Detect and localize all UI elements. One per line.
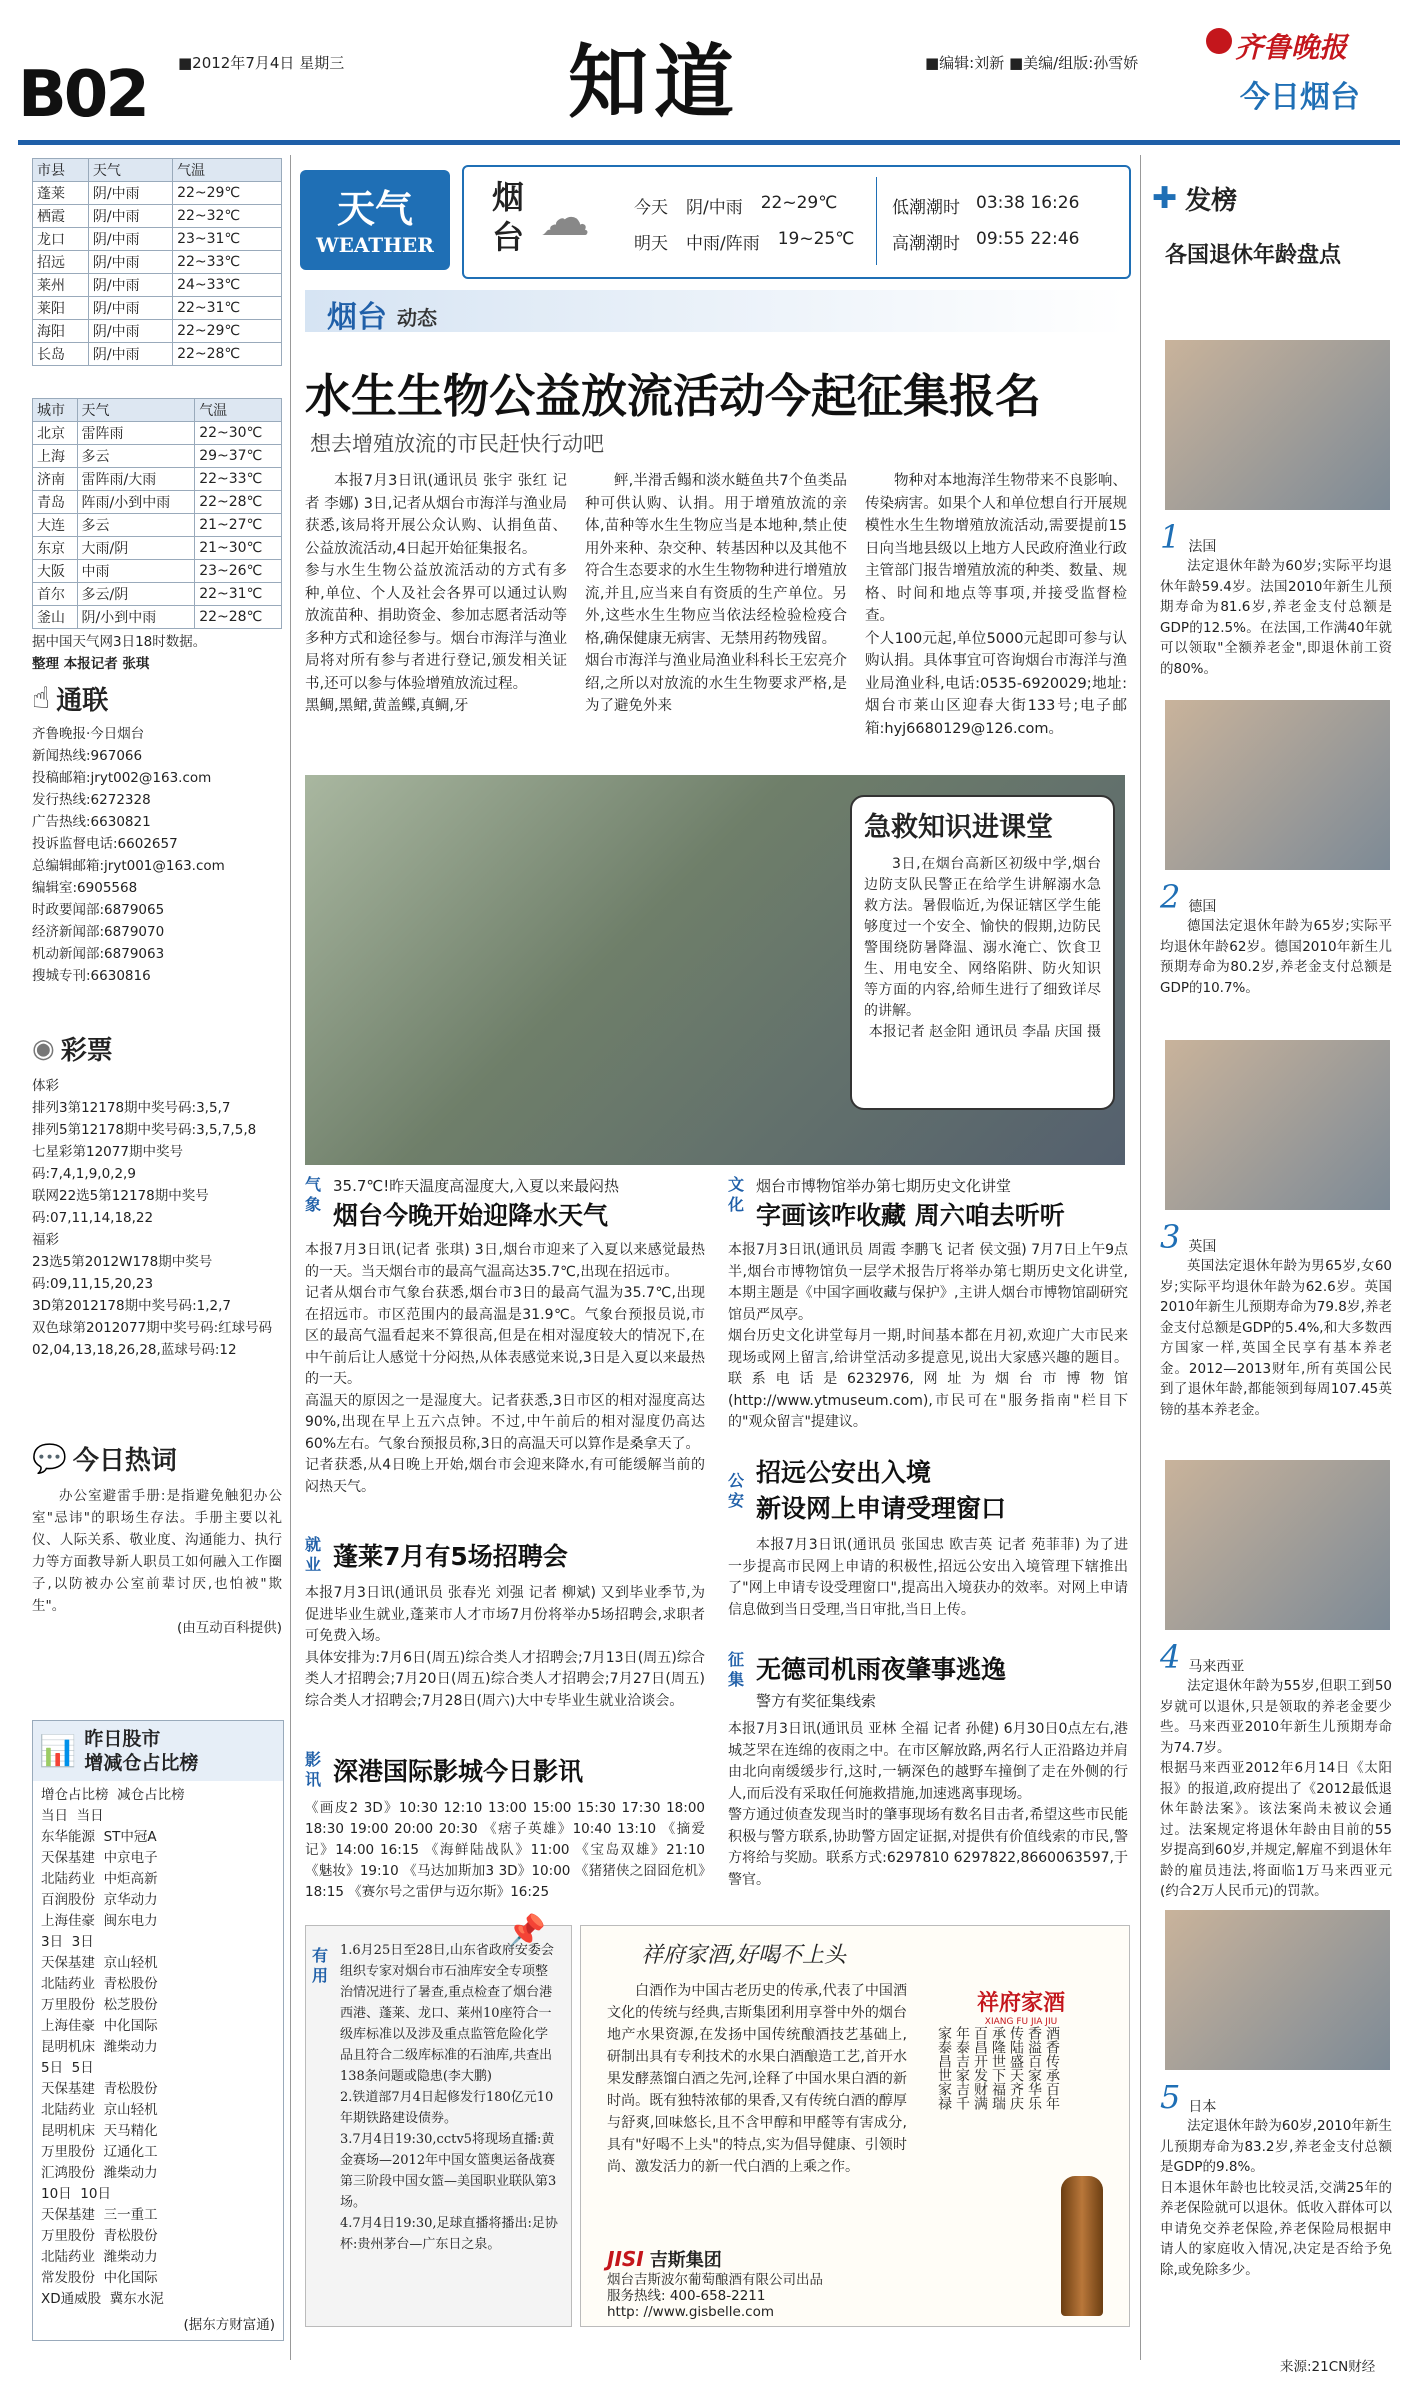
county-weather-cell: 23~31℃ — [173, 228, 282, 251]
hand-pointer-icon: ☝ — [32, 681, 51, 716]
county-weather-cell: 长岛 — [33, 343, 89, 366]
city-weather-header-cell: 气温 — [195, 399, 282, 422]
city-weather-row — [33, 560, 282, 583]
article-police — [728, 1455, 1128, 1621]
contact-line: 发行热线:6272328 — [32, 792, 151, 808]
stocks-box — [32, 1720, 284, 2341]
city-weather — [32, 398, 282, 675]
edition-name: 今日烟台 — [1240, 80, 1360, 115]
stocks-title: 昨日股市 增减仓占比榜 — [84, 1728, 199, 1774]
item-text: 法定退休年龄为60岁,2010年新生儿预期寿命为83.2岁,养老金支付总额是GDP的9.8%。 日本退休年龄也比较灵活,交满25年的养老保险就可以退休。低收入群体可以申请免交养老保险,养老保险局根据申请人的家庭收入情况,决定是否给予免除,或免除多少。 — [1160, 2118, 1392, 2278]
item-number: 5 — [1160, 2078, 1181, 2116]
ad-brand-cn: 吉斯集团 — [649, 2250, 722, 2271]
city-weather-row — [33, 491, 282, 514]
article-witness-title: 无德司机雨夜肇事逃逸 — [756, 1655, 1007, 1684]
lead-col-1: 本报7月3日讯(通讯员 张宇 张红 记者 李娜) 3日,记者从烟台市海洋与渔业局获悉,该局将开展公众认购、认捐鱼苗、公益放流活动,4日起开始征集报名。 参与水生生物公益放流活动的方式有多种,单位、个人及社会各界可以通过认购放流苗种、捐助资金、参加志愿者活动等多种方式和途径参与。烟台市海洋与渔业局将对所有参与者进行登记,颁发相关证书,还可以参与体验增殖放流过程。 黑鲷,黑鲪,黄盖鲽,真鲷,牙 — [305, 473, 567, 714]
city-weather-cell: 22~31℃ — [195, 583, 282, 606]
puzzle-icon: ✚ — [1152, 181, 1178, 216]
stocks-credit: (据东方财富通) — [183, 2317, 275, 2333]
hotword-text: 办公室避雷手册:是指避免触犯办公室"忌讳"的职场生存法。手册主要以礼仪、人际关系、敬业度、沟通能力、执行力等方面教导新人职员工如何融入工作圈子,以防被办公室前辈讨厌,也怕被"欺生"。 — [32, 1488, 282, 1614]
hotword-credit: (由互动百科提供) — [176, 1620, 282, 1636]
section-banner-main: 烟台 — [327, 300, 387, 335]
county-weather-cell: 24~33℃ — [173, 274, 282, 297]
weather-today — [634, 193, 837, 218]
county-weather-header-cell: 气温 — [173, 159, 282, 182]
city-weather-cell: 22~28℃ — [195, 491, 282, 514]
contact-line: 新闻热线:967066 — [32, 748, 143, 764]
article-weather-title: 烟台今晚开始迎降水天气 — [333, 1201, 609, 1230]
city-weather-cell: 21~30℃ — [195, 537, 282, 560]
retiree-photo — [1165, 1460, 1390, 1630]
newspaper-logo: 齐鲁晚报 — [1235, 31, 1348, 64]
stocks-list: 增仓占比榜 减仓占比榜 当日 当日 东华能源 ST中冠A 天保基建 中京电子 北陆药业 中炬高新 百润股份 京华动力 上海佳豪 闽东电力 3日 3日 天保基建 京山轻机 北陆药业 青松股份 万里股份 松芝股份 上海佳豪 中化国际 昆明机床 潍柴动力 5日 5日 天保基建 青松股份 北陆药业 京山轻机 昆明机床 天马精化 万里股份 辽通化工 汇鸿股份 潍柴动力 10日 10日 天保基建 三一重工 万里股份 青松股份 北陆药业 潍柴动力 常发股份 中化国际 XD通威股 冀东水泥 — [41, 1787, 185, 2307]
high-tide-label: 高潮潮时 — [892, 234, 960, 254]
county-weather-row — [33, 228, 282, 251]
city-weather-cell: 青岛 — [33, 491, 78, 514]
county-weather-row — [33, 274, 282, 297]
city-weather-cell: 阵雨/小到中雨 — [77, 491, 195, 514]
ad-bottle-label-en: XIANG FU JIA JIU — [984, 2017, 1058, 2027]
article-weather-kicker: 35.7℃!昨天温度高湿度大,入夏以来最闷热 — [333, 1177, 620, 1195]
lead-col-3: 物种对本地海洋生物带来不良影响、传染病害。如果个人和单位想自行开展规模性水生生物增殖放流活动,需要提前15日向当地县级以上地方人民政府渔业行政主管部门报告增殖放流的种类、数量、规格、时间和地点等事项,并接受监督检查。 个人100元起,单位5000元起即可参与认购认捐。具体事宜可咨询烟台市海洋与渔业局渔业科,电话:0535-6920029;地址:烟台市莱山区迎春大街133号;电子邮箱:hyj6680129@126.com。 — [865, 473, 1127, 737]
city-weather-cell: 大雨/阴 — [77, 537, 195, 560]
editor-credit: ■编辑:刘新 ■美编/组版:孙雪娇 — [925, 54, 1139, 72]
item-number: 1 — [1160, 518, 1181, 556]
article-jobs — [305, 1535, 705, 1712]
item-country: 法国 — [1188, 539, 1217, 555]
county-weather-header-cell: 天气 — [88, 159, 172, 182]
tomorrow-weather: 中雨/阵雨 — [686, 234, 760, 254]
item-number: 4 — [1160, 1638, 1181, 1676]
city-weather-cell: 北京 — [33, 422, 78, 445]
lottery-balls-icon: ◉ — [32, 1033, 55, 1064]
retirement-item — [1160, 1638, 1392, 1902]
lead-headline: 水生生物公益放流活动今起征集报名 — [305, 369, 1041, 423]
speech-bubble-icon: 💬 — [32, 1442, 67, 1475]
article-police-body: 本报7月3日讯(通讯员 张国忠 欧吉英 记者 苑菲菲) 为了进一步提高市民网上申请的积极性,招远公安出入境管理下辖推出了"网上申请专设受理窗口",提高出入境获办的效率。对网上申请信息做到当日受理,当日审批,当日上传。 — [728, 1537, 1128, 1618]
weather-label-en: WEATHER — [316, 233, 434, 257]
contact-line: 投稿邮箱:jryt002@163.com — [32, 770, 212, 786]
county-weather-cell: 22~29℃ — [173, 320, 282, 343]
article-witness-sub: 警方有奖征集线索 — [756, 1692, 877, 1710]
retirement-item — [1160, 2078, 1392, 2280]
county-weather-table — [32, 158, 282, 366]
photo-caption-credit: 本报记者 赵金阳 通讯员 李晶 庆国 摄 — [868, 1024, 1101, 1040]
item-text: 德国法定退休年龄为65岁;实际平均退休年龄62岁。德国2010年新生儿预期寿命为80.2岁,养老金支付总额是GDP的10.7%。 — [1160, 918, 1392, 996]
article-police-tag: 公安 — [728, 1471, 745, 1510]
useful-info-box — [305, 1912, 572, 2327]
item-number: 2 — [1160, 878, 1181, 916]
weather-forecast-box — [462, 165, 1131, 279]
photo-caption-title: 急救知识进课堂 — [864, 812, 1053, 843]
county-weather-cell: 22~32℃ — [173, 205, 282, 228]
county-weather-cell: 阴/中雨 — [88, 251, 172, 274]
weather-city: 烟台 — [492, 178, 525, 256]
today-label: 今天 — [634, 198, 668, 218]
county-weather-cell: 莱州 — [33, 274, 89, 297]
useful-text: 1.6月25日至28日,山东省政府安委会组织专家对烟台市石油库安全专项整治情况进行了暑查,重点检查了烟台港西港、蓬莱、龙口、莱州10座符合一级库标准以及涉及重点监管危险化学品且符合二级库标准的石油库,共查出138条问题或隐患(李大鹏) 2.铁道部7月4日起修发行180亿元10年期铁路建设债券。 3.7月4日19:30,cctv5将现场直播:黄金赛场—2012年中国女篮奥运备战赛第三阶段中国女篮—美国职业联队第3场。 4.7月4日19:30,足球直播将播出:足协杯:贵州茅台—广东日之泉。 — [340, 1943, 558, 2252]
weather-credit: 整理 本报记者 张琪 — [32, 656, 150, 672]
county-weather-cell: 阴/中雨 — [88, 297, 172, 320]
low-tide-label: 低潮潮时 — [892, 198, 960, 218]
section-banner-sub: 动态 — [397, 306, 437, 330]
city-weather-cell: 22~28℃ — [195, 606, 282, 629]
right-source: 来源:21CN财经 — [1280, 2359, 1376, 2375]
lead-col-2: 鲆,半滑舌鳎和淡水鲢鱼共7个鱼类品种可供认购、认捐。用于增殖放流的亲体,苗种等水生生物应当是本地种,禁止使用外来种、杂交种、转基因种以及其他不符合生态要求的水生生物物种进行增殖放流,并且,应当来自有资质的生产单位。另外,这些水生生物应当依法经检验检疫合格,确保健康无病害、无禁用药物残留。 烟台市海洋与渔业局渔业科科长王宏亮介绍,之所以对放流的水生生物要求严格,是为了避免外来 — [585, 473, 847, 714]
retirement-item — [1160, 518, 1392, 679]
city-weather-cell: 阴/小到中雨 — [77, 606, 195, 629]
ad-bottle-label: 祥府家酒 — [976, 1991, 1065, 2016]
article-culture-body: 本报7月3日讯(通讯员 周霞 李鹏飞 记者 侯文强) 7月7日上午9点半,烟台市博物馆负一层学术报告厅将举办第七期历史文化讲堂,本期主题是《中国字画收藏与保护》,主讲人烟台市博物馆副研究馆员严凤亭。 烟台历史文化讲堂每月一期,时间基本都在月初,欢迎广大市民来现场或网上留言,给讲堂活动多提意见,说出大家感兴趣的题目。联系电话是6232976,网址为烟台市博物馆(http://www.ytmuseum.com),市民可在"服务指南"栏目下的"观众留言"提建议。 — [728, 1242, 1128, 1430]
lottery-title: 彩票 — [60, 1036, 113, 1066]
city-weather-cell: 22~30℃ — [195, 422, 282, 445]
county-weather-cell: 22~28℃ — [173, 343, 282, 366]
item-text: 法定退休年龄为55岁,但职工到50岁就可以退休,只是领取的养老金要少些。马来西亚2010年新生儿预期寿命为74.7岁。 根据马来西亚2012年6月14日《太阳报》的报道,政府提出了《2012最低退休年龄法案》。该法案尚未被议会通过。法案规定将退休年龄由目前的55岁提高到60岁,并规定,解雇不到退休年龄的雇员违法,将面临1万马来西亚元(约合2万人民币元)的罚款。 — [1160, 1678, 1392, 1899]
county-weather-cell: 阴/中雨 — [88, 228, 172, 251]
right-section-head — [1152, 180, 1237, 217]
contact-line: 搜城专刊:6630816 — [32, 968, 151, 984]
county-weather-cell: 蓬莱 — [33, 182, 89, 205]
city-weather-cell: 多云 — [77, 514, 195, 537]
city-weather-cell: 中雨 — [77, 560, 195, 583]
article-witness-tag: 征集 — [728, 1650, 745, 1689]
contact-line: 总编辑邮箱:jryt001@163.com — [32, 858, 225, 874]
contact-line: 机动新闻部:6879063 — [32, 946, 165, 962]
article-jobs-title: 蓬莱7月有5场招聘会 — [333, 1542, 568, 1571]
county-weather-cell: 阴/中雨 — [88, 205, 172, 228]
ad-brand-en: JISI — [607, 2247, 644, 2271]
county-weather-cell: 22~31℃ — [173, 297, 282, 320]
article-culture-title: 字画该咋收藏 周六咱去听听 — [756, 1201, 1065, 1230]
article-film — [305, 1750, 705, 1903]
county-weather-row — [33, 182, 282, 205]
weather-source: 据中国天气网3日18时数据。 — [32, 634, 207, 650]
city-weather-cell: 釜山 — [33, 606, 78, 629]
logo-icon — [1206, 28, 1232, 54]
county-weather-row — [33, 297, 282, 320]
item-country: 日本 — [1188, 2099, 1217, 2115]
city-weather-cell: 上海 — [33, 445, 78, 468]
county-weather-cell: 22~33℃ — [173, 251, 282, 274]
wine-advertisement — [580, 1925, 1130, 2327]
county-weather-row — [33, 343, 282, 366]
header-rule — [18, 140, 1400, 145]
city-weather-cell: 济南 — [33, 468, 78, 491]
city-weather-cell: 多云/阴 — [77, 583, 195, 606]
city-weather-cell: 大连 — [33, 514, 78, 537]
hotword-title: 今日热词 — [72, 1446, 177, 1476]
city-weather-cell: 多云 — [77, 445, 195, 468]
item-text: 英国法定退休年龄为男65岁,女60岁;实际平均退休年龄为62.6岁。英国2010年新生儿预期寿命为79.8岁,养老金支付总额是GDP的5.4%,和大多数西方国家一样,英国全民享有基本养老金。2012—2013财年,所有英国公民到了退休年龄,都能领到每周107.45英镑的基本养老金。 — [1160, 1258, 1392, 1418]
column-divider — [1140, 155, 1141, 2360]
retiree-photo — [1165, 700, 1390, 870]
weather-tomorrow — [634, 229, 854, 254]
county-weather-row — [33, 251, 282, 274]
contact-line: 投诉监督电话:6602657 — [32, 836, 178, 852]
city-weather-row — [33, 606, 282, 629]
article-film-body: 《画皮2 3D》10:30 12:10 13:00 15:00 15:30 17:30 18:00 18:30 19:00 20:00 20:30 《痞子英雄》10:40 13:10 《摘爱记》14:00 16:15 《海鲜陆战队》11:00 《宝岛双雄》21:10 《魅妆》19:10 《马达加斯加3 3D》10:00 《猪猪侠之囧囧危机》18:15 《赛尔号之雷伊与迈尔斯》16:25 — [305, 1800, 705, 1900]
right-feature-title: 各国退休年龄盘点 — [1165, 243, 1342, 268]
retiree-photo — [1165, 1040, 1390, 1210]
city-weather-cell: 东京 — [33, 537, 78, 560]
article-jobs-body: 本报7月3日讯(通讯员 张春光 刘强 记者 柳斌) 又到毕业季节,为促进毕业生就业,蓬莱市人才市场7月份将举办5场招聘会,求职者可免费入场。 具体安排为:7月6日(周五)综合类人才招聘会;7月13日(周五)综合类人才招聘会;7月20日(周五)综合类人才招聘会;7月27日(周五)综合类人才招聘会;7月28日(周六)大中专毕业生就业洽谈会。 — [305, 1585, 705, 1709]
contact-line: 广告热线:6630821 — [32, 814, 151, 830]
retiree-photo — [1165, 340, 1390, 510]
county-weather-cell: 阴/中雨 — [88, 182, 172, 205]
ad-vertical-text: 酒香传承百年 香溢百家华乐 传陆盛天齐庆 承隆世下福瑞 百昌开发财满 年泰吉家吉千 家泰昌世家禄 — [936, 2026, 1060, 2110]
county-weather-cell: 莱阳 — [33, 297, 89, 320]
article-weather-tag: 气象 — [305, 1175, 322, 1214]
ad-phone: 服务热线: 400-658-2211 — [607, 2288, 766, 2304]
retirement-item — [1160, 878, 1392, 998]
weather-label-box — [300, 170, 450, 270]
today-temp: 22~29℃ — [760, 193, 838, 213]
county-weather-cell: 阴/中雨 — [88, 320, 172, 343]
item-country: 马来西亚 — [1188, 1659, 1245, 1675]
city-weather-header-cell: 天气 — [77, 399, 195, 422]
item-country: 英国 — [1188, 1239, 1217, 1255]
county-weather-cell: 栖霞 — [33, 205, 89, 228]
right-section-title: 发榜 — [1185, 186, 1238, 216]
city-weather-row — [33, 583, 282, 606]
contact-line: 编辑室:6905568 — [32, 880, 138, 896]
article-culture-tag: 文化 — [728, 1175, 745, 1214]
page-title: 知道 — [568, 36, 740, 129]
city-weather-row — [33, 537, 282, 560]
article-film-tag: 影讯 — [305, 1750, 322, 1789]
ad-website: http: //www.gisbelle.com — [607, 2304, 774, 2320]
ad-slogan: 祥府家酒,好喝不上头 — [641, 1943, 846, 1968]
photo-caption-box — [850, 795, 1115, 1110]
county-weather-cell: 阴/中雨 — [88, 343, 172, 366]
cloud-rain-icon: ☁ — [540, 189, 590, 247]
column-divider — [290, 155, 291, 2360]
city-weather-cell: 23~26℃ — [195, 560, 282, 583]
article-jobs-tag: 就业 — [305, 1535, 322, 1574]
ad-text: 白酒作为中国古老历史的传承,代表了中国酒文化的传统与经典,吉斯集团利用享誉中外的烟台地产水果资源,在发扬中国传统酿酒技艺基础上,研制出具有专利技术的水果白酒酿造工艺,首开水果发酵蒸馏白酒之先河,诠释了中国水果白酒的新时尚。既有独特浓郁的果香,又有传统白酒的醇厚与舒爽,回味悠长,且不含甲醇和甲醛等有害成分,具有"好喝不上头"的特点,实为倡导健康、引领时尚、激发活力的新一代白酒的上乘之作。 — [607, 1983, 907, 2175]
county-weather-cell: 招远 — [33, 251, 89, 274]
tomorrow-temp: 19~25℃ — [777, 229, 855, 249]
issue-date: ■2012年7月4日 星期三 — [178, 54, 345, 72]
city-weather-row — [33, 468, 282, 491]
city-weather-cell: 大阪 — [33, 560, 78, 583]
pushpin-icon: 📌 — [506, 1912, 546, 1950]
high-tide-times: 09:55 22:46 — [976, 229, 1080, 249]
article-weather — [305, 1175, 705, 1498]
lottery-box — [32, 1030, 282, 1361]
city-weather-row — [33, 514, 282, 537]
item-text: 法定退休年龄为60岁;实际平均退休年龄59.4岁。法国2010年新生儿预期寿命为81.6岁,养老金支付总额是GDP的12.5%。在法国,工作满40年就可以领取"全额养老金",即退休前工资的80%。 — [1160, 558, 1392, 677]
wine-bottle-image — [1061, 2176, 1103, 2316]
article-culture — [728, 1175, 1128, 1434]
lead-subtitle: 想去增殖放流的市民赶快行动吧 — [310, 432, 604, 456]
item-number: 3 — [1160, 1218, 1181, 1256]
article-weather-body: 本报7月3日讯(记者 张琪) 3日,烟台市迎来了入夏以来感觉最热的一天。当天烟台市的最高气温高达35.7℃,出现在招远市。 记者从烟台市气象台获悉,烟台市3日的最高气温为35.7℃,出现在招远市。市区范围内的最高温是31.9℃。气象台预报员说,市区的最高气温看起来不算很高,但是在相对湿度较大的情况下,在中午前后让人感觉十分闷热,从体表感觉来说,3日是入夏以来最热的一天。 高温天的原因之一是湿度大。记者获悉,3日市区的相对湿度高达90%,出现在早上五六点钟。不过,中午前后的相对湿度仍高达60%左右。气象台预报员称,3日的高温天可以算作是桑拿天了。 记者获悉,从4日晚上开始,烟台市会迎来降水,有可能缓解当前的闷热天气。 — [305, 1242, 705, 1495]
county-weather-header-row — [33, 159, 282, 182]
high-tide — [892, 229, 1079, 254]
county-weather — [32, 158, 282, 366]
contacts-box — [32, 680, 282, 987]
useful-tag: 有用 — [312, 1946, 329, 1985]
weather-label: 天气 — [336, 186, 413, 231]
city-weather-header-row — [33, 399, 282, 422]
stock-chart-icon: 📊 — [39, 1733, 77, 1769]
page-number: B02 — [18, 58, 147, 132]
contact-line: 经济新闻部:6879070 — [32, 924, 165, 940]
hotword-box — [32, 1440, 282, 1639]
photo-caption-text: 3日,在烟台高新区初级中学,烟台边防支队民警正在给学生讲解溺水急救方法。暑假临近,为保证辖区学生能够度过一个安全、愉快的假期,边防民警围绕防暑降温、溺水淹亡、饮食卫生、用电安全、网络陷阱、防火知识等方面的内容,给师生进行了细致详尽的讲解。 — [864, 856, 1101, 1019]
city-weather-header-cell: 城市 — [33, 399, 78, 422]
article-witness — [728, 1650, 1128, 1891]
contact-line: 齐鲁晚报·今日烟台 — [32, 726, 145, 742]
tomorrow-label: 明天 — [634, 234, 668, 254]
section-banner — [305, 290, 1125, 335]
county-weather-row — [33, 320, 282, 343]
article-police-title: 招远公安出入境 新设网上申请受理窗口 — [756, 1458, 1007, 1523]
city-weather-cell: 22~33℃ — [195, 468, 282, 491]
item-country: 德国 — [1188, 899, 1217, 915]
article-culture-kicker: 烟台市博物馆举办第七期历史文化讲堂 — [756, 1177, 1012, 1195]
lottery-results: 体彩 排列3第12178期中奖号码:3,5,7 排列5第12178期中奖号码:3,5,7,5,8 七星彩第12077期中奖号码:7,4,1,9,0,2,9 联网22选5第12178期中奖号码:07,11,14,18,22 福彩 23选5第2012W178期中奖号码:09,11,15,20,23 3D第2012178期中奖号码:1,2,7 双色球第2012077期中奖号码:红球号码02,04,13,18,26,28,蓝球号码:12 — [32, 1078, 273, 1358]
county-weather-cell: 龙口 — [33, 228, 89, 251]
today-weather: 阴/中雨 — [686, 198, 743, 218]
retirement-item — [1160, 1218, 1392, 1420]
city-weather-cell: 首尔 — [33, 583, 78, 606]
city-weather-table — [32, 398, 282, 629]
contacts-list — [32, 723, 282, 987]
city-weather-cell: 21~27℃ — [195, 514, 282, 537]
retiree-photo — [1165, 1910, 1390, 2070]
city-weather-cell: 雷阵雨/大雨 — [77, 468, 195, 491]
city-weather-cell: 雷阵雨 — [77, 422, 195, 445]
county-weather-cell: 22~29℃ — [173, 182, 282, 205]
contacts-title: 通联 — [56, 686, 109, 716]
county-weather-cell: 海阳 — [33, 320, 89, 343]
county-weather-row — [33, 205, 282, 228]
county-weather-header-cell: 市县 — [33, 159, 89, 182]
article-film-title: 深港国际影城今日影讯 — [333, 1757, 584, 1786]
city-weather-row — [33, 422, 282, 445]
forecast-divider — [876, 177, 877, 265]
low-tide-times: 03:38 16:26 — [976, 193, 1080, 213]
county-weather-cell: 阴/中雨 — [88, 274, 172, 297]
ad-company: 烟台吉斯波尔葡萄酿酒有限公司出品 — [607, 2272, 823, 2288]
low-tide — [892, 193, 1079, 218]
city-weather-row — [33, 445, 282, 468]
city-weather-cell: 29~37℃ — [195, 445, 282, 468]
contact-line: 时政要闻部:6879065 — [32, 902, 165, 918]
article-witness-body: 本报7月3日讯(通讯员 亚林 全福 记者 孙健) 6月30日0点左右,港城芝罘在连绵的夜雨之中。在市区解放路,两名行人正沿路边并肩由北向南缓缓步行,这时,一辆深色的越野车撞倒了走在外侧的行人,而后没有采取任何施救措施,加速逃离事现场。 警方通过侦查发现当时的肇事现场有数名目击者,希望这些市民能积极与警方联系,协助警方固定证据,对提供有价值线索的市民,警方将给与奖励。联系方式:6297810 6297822,8660063597,于警官。 — [728, 1721, 1128, 1888]
